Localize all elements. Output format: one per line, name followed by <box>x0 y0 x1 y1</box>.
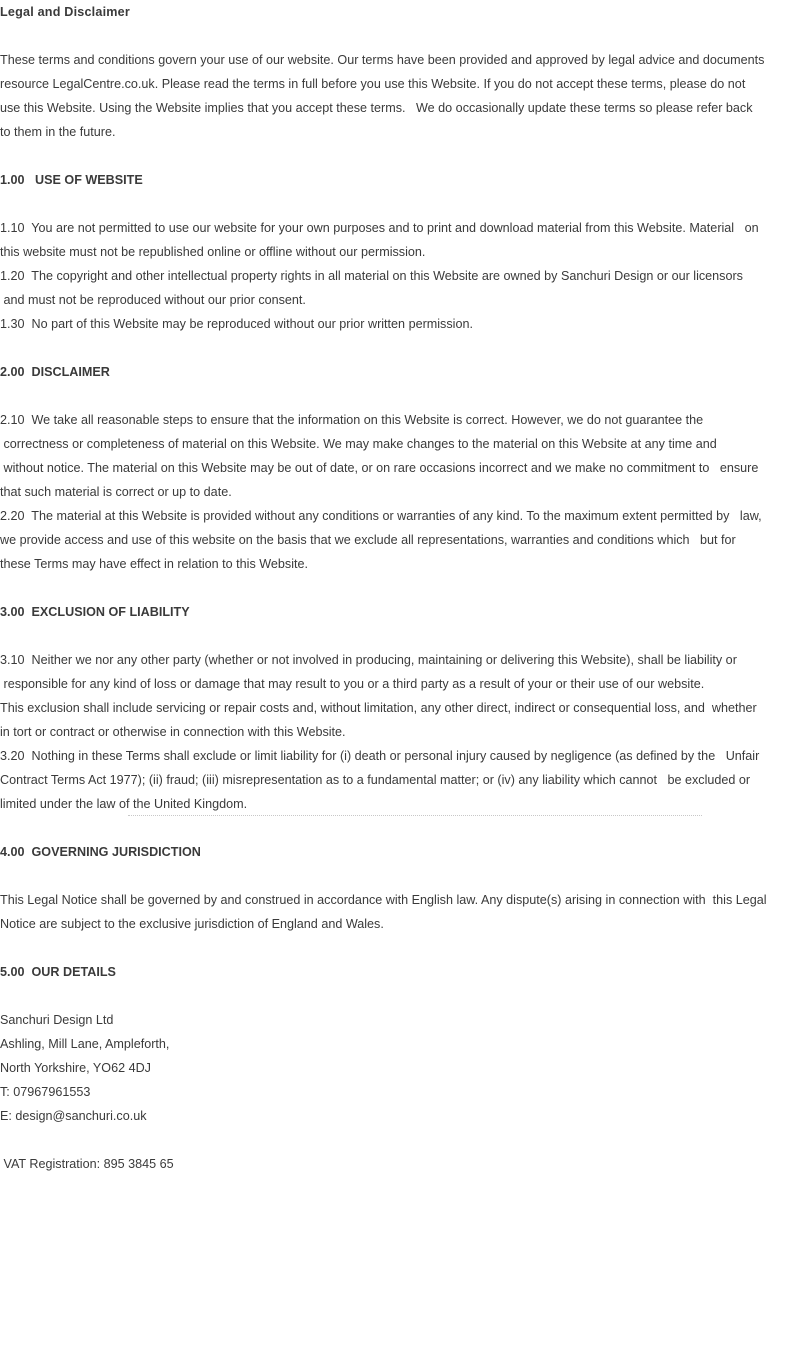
intro-line-2: resource LegalCentre.co.uk. Please read the terms in full before you use this Website. If you do not accept these terms, please do not <box>0 77 746 91</box>
section2-line-1: 2.10 We take all reasonable steps to ensure that the information on this Website is correct. However, we do not guarantee the <box>0 413 704 427</box>
dotted-divider <box>128 815 702 816</box>
section-heading-our-details: 5.00 OUR DETAILS <box>0 965 116 979</box>
section3-line-5: 3.20 Nothing in these Terms shall exclude or limit liability for (i) death or personal injury caused by negligence (as defined by the Unfair <box>0 749 760 763</box>
section3-line-7: limited under the law of the United Kingdom. <box>0 797 248 811</box>
section3-line-1: 3.10 Neither we nor any other party (whether or not involved in producing, maintaining or delivering this Website), shall be liability or <box>0 653 737 667</box>
phone-number: T: 07967961553 <box>0 1085 91 1099</box>
intro-line-4: to them in the future. <box>0 125 116 139</box>
section2-line-4: that such material is correct or up to date. <box>0 485 232 499</box>
page-title: Legal and Disclaimer <box>0 5 130 19</box>
section2-line-3: without notice. The material on this Website may be out of date, or on rare occasions incorrect and we make no commitment to ensure <box>0 461 759 475</box>
section-heading-governing-jurisdiction: 4.00 GOVERNING JURISDICTION <box>0 845 201 859</box>
section1-line-4: and must not be reproduced without our prior consent. <box>0 293 306 307</box>
section1-line-2: this website must not be republished online or offline without our permission. <box>0 245 426 259</box>
section3-line-2: responsible for any kind of loss or damage that may result to you or a third party as a result of your or their use of our website. <box>0 677 705 691</box>
address-line-2: North Yorkshire, YO62 4DJ <box>0 1061 151 1075</box>
email-address: E: design@sanchuri.co.uk <box>0 1109 147 1123</box>
section2-line-2: correctness or completeness of material on this Website. We may make changes to the material on this Website at any time and <box>0 437 717 451</box>
section-heading-exclusion-of-liability: 3.00 EXCLUSION OF LIABILITY <box>0 605 190 619</box>
section2-line-5: 2.20 The material at this Website is provided without any conditions or warranties of any kind. To the maximum extent permitted by law, <box>0 509 762 523</box>
section4-line-2: Notice are subject to the exclusive jurisdiction of England and Wales. <box>0 917 384 931</box>
section3-line-3: This exclusion shall include servicing or repair costs and, without limitation, any other direct, indirect or consequential loss, and whether <box>0 701 757 715</box>
section2-line-6: we provide access and use of this website on the basis that we exclude all representations, warranties and conditions which but for <box>0 533 736 547</box>
vat-registration: VAT Registration: 895 3845 65 <box>0 1157 174 1171</box>
section3-line-4: in tort or contract or otherwise in connection with this Website. <box>0 725 346 739</box>
section-heading-use-of-website: 1.00 USE OF WEBSITE <box>0 173 143 187</box>
section3-line-6: Contract Terms Act 1977); (ii) fraud; (iii) misrepresentation as to a fundamental matter; or (iv) any liability which cannot be excluded or <box>0 773 751 787</box>
section4-line-1: This Legal Notice shall be governed by and construed in accordance with English law. Any dispute(s) arising in connection with this Legal <box>0 893 767 907</box>
section1-line-1: 1.10 You are not permitted to use our website for your own purposes and to print and download material from this Website. Material on <box>0 221 759 235</box>
section-heading-disclaimer: 2.00 DISCLAIMER <box>0 365 110 379</box>
intro-line-3: use this Website. Using the Website implies that you accept these terms. We do occasionally update these terms so please refer back <box>0 101 753 115</box>
section2-line-7: these Terms may have effect in relation to this Website. <box>0 557 308 571</box>
section1-line-3: 1.20 The copyright and other intellectual property rights in all material on this Website are owned by Sanchuri Design or our licensors <box>0 269 743 283</box>
address-line-1: Ashling, Mill Lane, Ampleforth, <box>0 1037 170 1051</box>
company-name: Sanchuri Design Ltd <box>0 1013 114 1027</box>
section1-line-5: 1.30 No part of this Website may be reproduced without our prior written permission. <box>0 317 473 331</box>
intro-line-1: These terms and conditions govern your use of our website. Our terms have been provided and approved by legal advice and documents <box>0 53 765 67</box>
